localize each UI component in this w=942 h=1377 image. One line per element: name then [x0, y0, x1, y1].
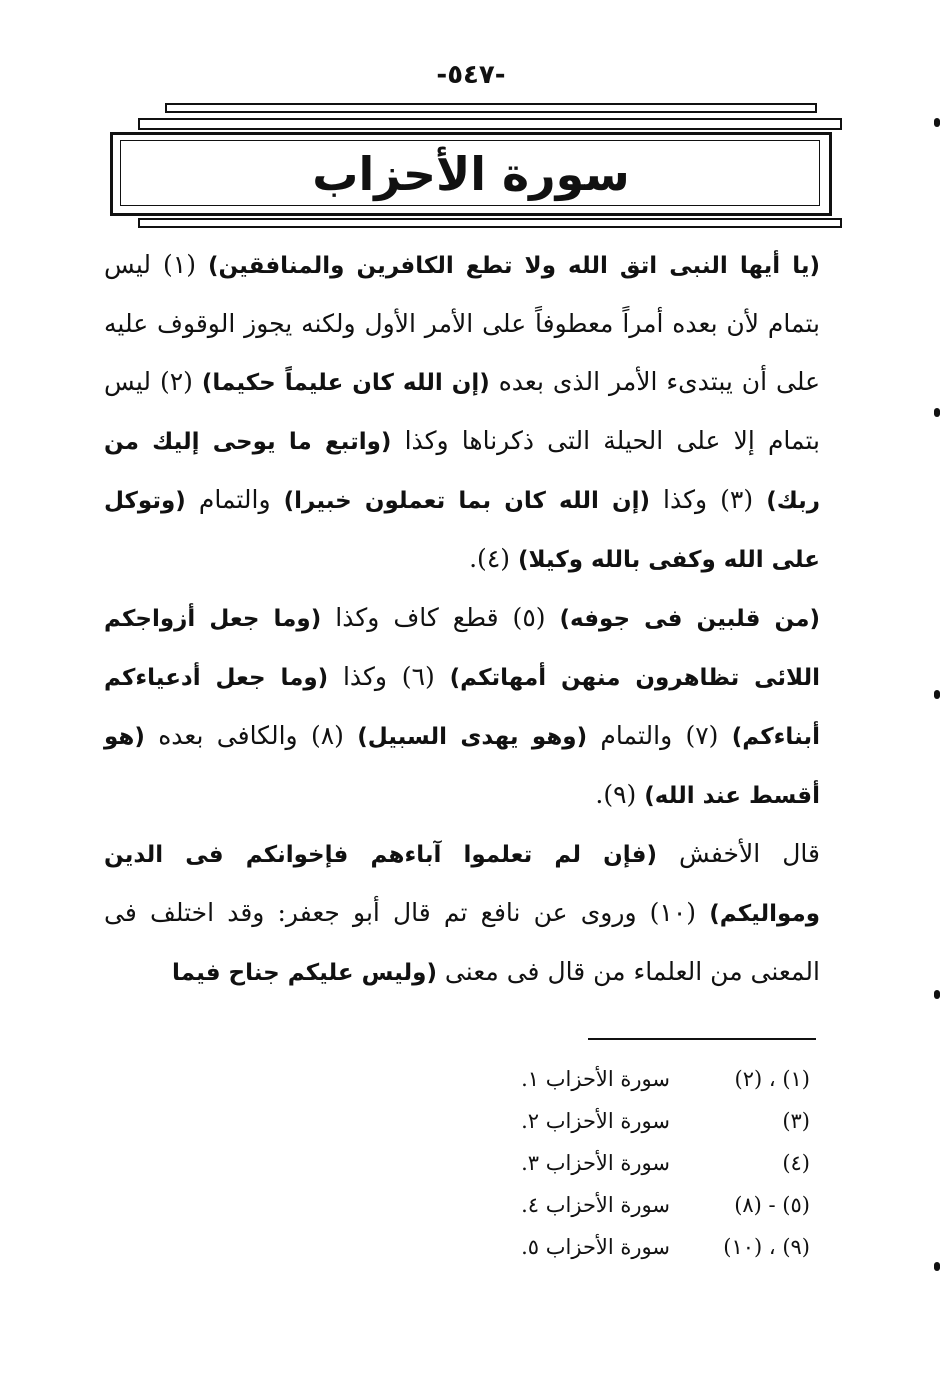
- quran-quote: (وليس عليكم جناح فيما: [172, 960, 437, 986]
- footnote-ref: (٩) ، (١٠): [723, 1235, 810, 1259]
- commentary-text: (٤).: [469, 544, 518, 573]
- footnotes: [470, 1058, 810, 1268]
- commentary-text: قال الأخفش: [656, 839, 820, 868]
- footnote-item: [470, 1100, 810, 1142]
- footnote-item: [470, 1184, 810, 1226]
- quran-quote: (واتبع ما يوحى إليك من ربك): [104, 429, 820, 514]
- footnote-source: سورة الأحزاب ٤.: [521, 1193, 670, 1217]
- footnote-item: [470, 1142, 810, 1184]
- quran-quote: (وهو يهدى السبيل): [357, 724, 588, 750]
- commentary-text: (٨) والكافى بعده: [144, 721, 358, 750]
- footnote-ref: (٤): [782, 1151, 810, 1175]
- frame-border: [165, 103, 817, 113]
- quran-quote: (فإن لم تعلموا آباءهم فإخوانكم فى الدين ومواليكم): [104, 842, 820, 927]
- footnote-ref: (٥) - (٨): [734, 1193, 810, 1217]
- margin-mark: [934, 1262, 940, 1271]
- footnote-divider: [588, 1038, 816, 1040]
- quran-quote: (وما جعل أزواجكم اللائى تظاهرون منهن أمهاتكم): [104, 606, 820, 691]
- footnote-source: سورة الأحزاب ٣.: [521, 1151, 670, 1175]
- frame-border: [138, 118, 842, 130]
- footnote-ref: (٣): [782, 1109, 810, 1133]
- commentary-text: (٩).: [595, 780, 645, 809]
- quran-quote: (هو أقسط عند الله): [104, 724, 820, 809]
- body-text: [104, 236, 820, 1002]
- margin-mark: [934, 990, 940, 999]
- commentary-text: (٢) ليس بتمام إلا على الحيلة التى ذكرناها وكذا: [104, 367, 821, 455]
- frame-border: [138, 218, 842, 228]
- paragraph: [104, 825, 820, 1002]
- commentary-text: (١) ليس بتمام لأن بعده أمراً معطوفاً على الأمر الأول ولكنه يجوز الوقوف عليه على أن يبتدىء الأمر الذى بعده: [104, 250, 821, 396]
- commentary-text: والتمام: [185, 485, 284, 514]
- quran-quote: (من قلبين فى جوفه): [559, 606, 820, 632]
- footnote-source: سورة الأحزاب ١.: [521, 1067, 670, 1091]
- footnote-ref: (١) ، (٢): [734, 1067, 810, 1091]
- paragraph: [104, 236, 820, 589]
- footnote-source: سورة الأحزاب ٥.: [521, 1235, 670, 1259]
- commentary-text: (٧) والتمام: [587, 721, 732, 750]
- footnote-source: سورة الأحزاب ٢.: [521, 1109, 670, 1133]
- surah-title: سورة الأحزاب: [312, 147, 630, 201]
- commentary-text: (١٠) وروى عن نافع تم قال أبو جعفر: وقد اختلف فى المعنى من العلماء من قال فى معنى: [104, 898, 820, 986]
- page-number: -٥٤٧-: [436, 60, 506, 90]
- commentary-text: (٣) وكذا: [650, 485, 767, 514]
- margin-mark: [934, 690, 940, 699]
- quran-quote: (إن الله كان بما تعملون خبيرا): [283, 488, 650, 514]
- quran-quote: (وما جعل أدعياءكم أبناءكم): [104, 665, 820, 750]
- quran-quote: (وتوكل على الله وكفى بالله وكيلا): [104, 488, 820, 573]
- quran-quote: (إن الله كان عليماً حكيما): [201, 370, 490, 396]
- quran-quote: (يا أيها النبى اتق الله ولا تطع الكافرين والمنافقين): [207, 253, 821, 279]
- footnote-item: [470, 1226, 810, 1268]
- footnote-item: [470, 1058, 810, 1100]
- paragraph: [104, 589, 820, 825]
- commentary-text: (٥) قطع كاف وكذا: [321, 603, 560, 632]
- margin-mark: [934, 118, 940, 127]
- margin-mark: [934, 408, 940, 417]
- commentary-text: (٦) وكذا: [328, 662, 450, 691]
